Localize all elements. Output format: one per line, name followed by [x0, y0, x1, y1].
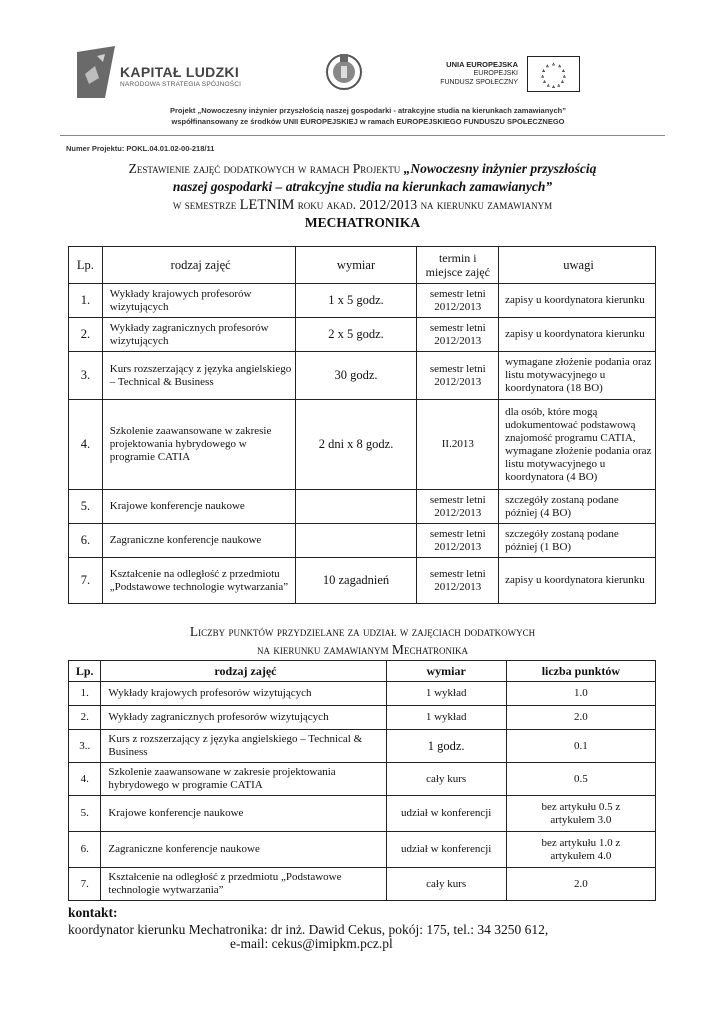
cell-wymiar: 1 wykład	[386, 682, 506, 706]
col-header-punkty: liczba punktów	[506, 661, 655, 682]
project-number: Numer Projektu: POKL.04.01.02-00-218/11	[66, 144, 215, 153]
table-row	[69, 318, 656, 352]
title-line3-e: na kierunku zamawianym	[417, 197, 553, 212]
cell-wymiar	[295, 490, 417, 524]
cell-punkty: 0.1	[506, 730, 655, 763]
points-table	[68, 660, 656, 901]
col-header-lp: Lp.	[69, 247, 103, 284]
cell-wymiar	[295, 524, 417, 558]
cell-uwagi: szczegóły zostaną podane później (4 BO)	[499, 490, 656, 524]
cell-wymiar: 1 wykład	[386, 706, 506, 730]
cell-lp: 2.	[69, 706, 101, 730]
cell-lp: 3..	[69, 730, 101, 763]
cell-punkty: 1.0	[506, 682, 655, 706]
table-header-row	[69, 661, 656, 682]
activities-table	[68, 246, 656, 604]
points-section-title	[60, 623, 665, 659]
project-line2: współfinansowany ze środków UNII EUROPEJSKIEJ w ramach EUROPEJSKIEGO FUNDUSZU SPOŁECZNEGO	[171, 117, 565, 126]
logo-title: KAPITAŁ LUDZKI	[120, 64, 240, 80]
points-title-line1: Liczby punktów przydzielane za udział w zajęciach dodatkowych	[189, 624, 536, 639]
cell-termin: semestr letni 2012/2013	[417, 284, 499, 318]
cell-lp: 4.	[69, 763, 101, 796]
table-row	[69, 400, 656, 490]
cell-lp: 6.	[69, 832, 101, 868]
col-header-wymiar: wymiar	[386, 661, 506, 682]
cell-rodzaj: Wykłady krajowych profesorów wizytujących	[102, 284, 295, 318]
cell-wymiar: 2 x 5 godz.	[295, 318, 417, 352]
eu-line3: FUNDUSZ SPOŁECZNY	[440, 79, 518, 86]
eu-label	[410, 60, 518, 87]
project-line1: Projekt „Nowoczesny inżynier przyszłością naszej gospodarki - atrakcyjne studia na kierunkach zamawianych”	[170, 106, 566, 115]
table-row	[69, 352, 656, 400]
cell-rodzaj: Kurs z rozszerzający z języka angielskiego – Technical & Business	[101, 730, 386, 763]
cell-punkty: 2.0	[506, 706, 655, 730]
cell-uwagi: wymagane złożenie podania oraz listu motywacyjnego u koordynatora (18 BO)	[499, 352, 656, 400]
cell-termin: semestr letni 2012/2013	[417, 558, 499, 604]
col-header-uwagi: uwagi	[499, 247, 656, 284]
title-prefix: Zestawienie zajęć dodatkowych w ramach Projektu	[128, 161, 404, 176]
table-row	[69, 682, 656, 706]
col-header-lp: Lp.	[69, 661, 101, 682]
cell-uwagi: szczegóły zostaną podane później (1 BO)	[499, 524, 656, 558]
cell-wymiar: 1 x 5 godz.	[295, 284, 417, 318]
table-header-row	[69, 247, 656, 284]
cell-termin: II.2013	[417, 400, 499, 490]
cell-punkty: 0.5	[506, 763, 655, 796]
col-header-rodzaj: rodzaj zajęć	[101, 661, 386, 682]
table-row	[69, 490, 656, 524]
table-row	[69, 558, 656, 604]
table-row	[69, 868, 656, 901]
cell-wymiar: 1 godz.	[386, 730, 506, 763]
cell-punkty: bez artykułu 1.0 z artykułem 4.0	[506, 832, 655, 868]
table-row	[69, 730, 656, 763]
cell-rodzaj: Wykłady krajowych profesorów wizytujących	[101, 682, 386, 706]
logo-subtitle: NARODOWA STRATEGIA SPÓJNOŚCI	[120, 81, 242, 88]
col-header-wymiar: wymiar	[295, 247, 417, 284]
title-year: 2012/2013	[359, 197, 418, 212]
col-header-rodzaj: rodzaj zajęć	[102, 247, 295, 284]
cell-lp: 1.	[69, 284, 103, 318]
title-field: MECHATRONIKA	[304, 215, 421, 230]
cell-rodzaj: Szkolenie zaawansowane w zakresie projektowania hybrydowego w programie CATIA	[101, 763, 386, 796]
header-divider	[60, 135, 665, 136]
cell-termin: semestr letni 2012/2013	[417, 490, 499, 524]
cell-lp: 4.	[69, 400, 103, 490]
eu-line2: EUROPEJSKI	[473, 70, 518, 77]
title-project-name-2: naszej gospodarki – atrakcyjne studia na kierunkach zamawianych”	[172, 179, 553, 194]
document-title	[60, 160, 665, 232]
project-description	[108, 108, 628, 127]
cell-uwagi: zapisy u koordynatora kierunku	[499, 558, 656, 604]
cell-rodzaj: Kurs rozszerzający z języka angielskiego – Technical & Business	[102, 352, 295, 400]
cell-rodzaj: Wykłady zagranicznych profesorów wizytujących	[102, 318, 295, 352]
cell-uwagi: zapisy u koordynatora kierunku	[499, 284, 656, 318]
cell-punkty: bez artykułu 0.5 z artykułem 3.0	[506, 796, 655, 832]
cell-rodzaj: Wykłady zagranicznych profesorów wizytujących	[101, 706, 386, 730]
cell-wymiar: udział w konferencji	[386, 832, 506, 868]
cell-rodzaj: Kształcenie na odległość z przedmiotu „Podstawowe technologie wytwarzania”	[101, 868, 386, 901]
title-project-name-1: „Nowoczesny inżynier przyszłością	[403, 161, 597, 176]
cell-rodzaj: Kształcenie na odległość z przedmiotu „Podstawowe technologie wytwarzania”	[102, 558, 295, 604]
title-semester: LETNIM	[239, 197, 295, 213]
cell-termin: semestr letni 2012/2013	[417, 352, 499, 400]
eu-line1: UNIA EUROPEJSKA	[446, 60, 518, 69]
contact-email[interactable]: e-mail: cekus@imipkm.pcz.pl	[230, 936, 393, 951]
cell-rodzaj: Zagraniczne konferencje naukowe	[101, 832, 386, 868]
eu-flag-icon	[527, 56, 580, 92]
cell-rodzaj: Krajowe konferencje naukowe	[102, 490, 295, 524]
cell-lp: 2.	[69, 318, 103, 352]
cell-rodzaj: Zagraniczne konferencje naukowe	[102, 524, 295, 558]
cell-rodzaj: Szkolenie zaawansowane w zakresie projektowania hybrydowego w programie CATIA	[102, 400, 295, 490]
cell-lp: 7.	[69, 558, 103, 604]
cell-termin: semestr letni 2012/2013	[417, 318, 499, 352]
table-row	[69, 763, 656, 796]
col-header-termin: termin i miejsce zajęć	[417, 247, 499, 284]
cell-wymiar: cały kurs	[386, 868, 506, 901]
cell-wymiar: 30 godz.	[295, 352, 417, 400]
cell-wymiar: udział w konferencji	[386, 796, 506, 832]
cell-termin: semestr letni 2012/2013	[417, 524, 499, 558]
cell-lp: 6.	[69, 524, 103, 558]
table-row	[69, 524, 656, 558]
cell-lp: 7.	[69, 868, 101, 901]
cell-wymiar: 10 zagadnień	[295, 558, 417, 604]
cell-rodzaj: Krajowe konferencje naukowe	[101, 796, 386, 832]
contact-label: kontakt:	[68, 905, 118, 920]
contact-coordinator: koordynator kierunku Mechatronika: dr inż. Dawid Cekus, pokój: 175, tel.: 34 3250 612,	[68, 922, 549, 937]
cell-lp: 5.	[69, 796, 101, 832]
title-line3-c: roku akad.	[294, 197, 360, 212]
cell-uwagi: dla osób, które mogą udokumentować podstawową znajomość programu CATIA, wymagane złożenie podania oraz listu motywacyjnego u koordynatora (4 BO)	[499, 400, 656, 490]
table-row	[69, 706, 656, 730]
cell-punkty: 2.0	[506, 868, 655, 901]
cell-lp: 1.	[69, 682, 101, 706]
cell-lp: 5.	[69, 490, 103, 524]
university-emblem-icon	[322, 50, 366, 94]
title-line3-a: w semestrze	[172, 197, 240, 212]
table-row	[69, 284, 656, 318]
points-title-line2: na kierunku zamawianym Mechatronika	[257, 642, 468, 657]
cell-lp: 3.	[69, 352, 103, 400]
cell-wymiar: cały kurs	[386, 763, 506, 796]
table-row	[69, 796, 656, 832]
contact-block	[68, 904, 548, 938]
cell-uwagi: zapisy u koordynatora kierunku	[499, 318, 656, 352]
table-row	[69, 832, 656, 868]
cell-wymiar: 2 dni x 8 godz.	[295, 400, 417, 490]
